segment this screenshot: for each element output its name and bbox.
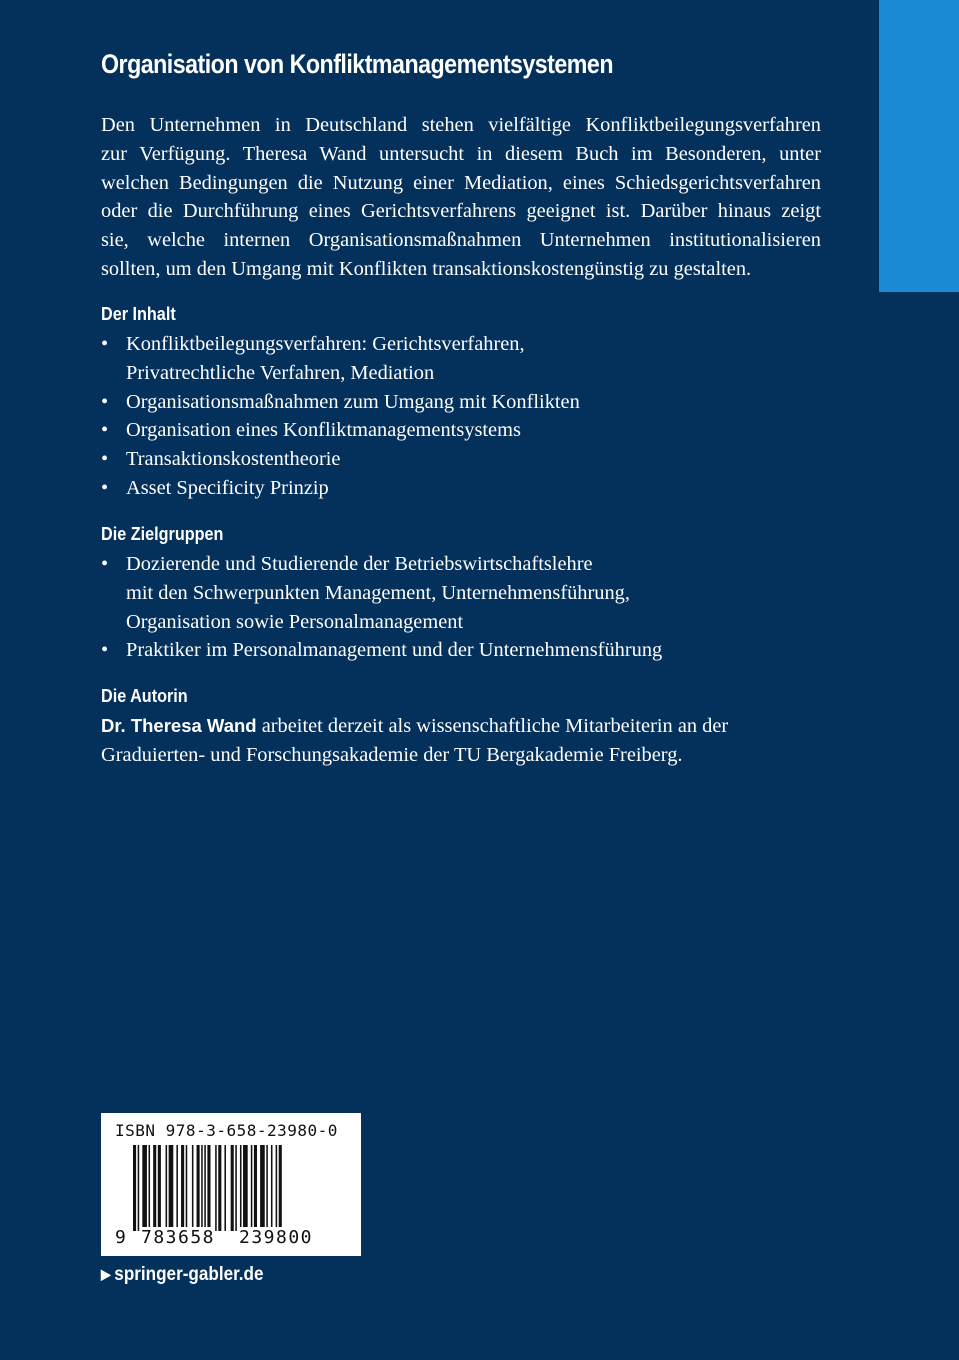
contents-item-line: Privatrechtliche Verfahren, Mediation (126, 361, 435, 384)
barcode-bar (254, 1145, 257, 1231)
barcode-bar (149, 1145, 151, 1231)
barcode-bar (153, 1145, 156, 1231)
barcode-bar (240, 1145, 242, 1231)
author-bio-line-1 (101, 712, 821, 741)
barcode-bar (260, 1145, 265, 1231)
audience-item (101, 550, 821, 636)
bullet-icon: • (101, 390, 109, 413)
intro-line: Den Unternehmen in Deutschland stehen vielfältige Konfliktbeilegungsverfahren (101, 114, 821, 136)
barcode-left-digits: 783658 (141, 1227, 216, 1248)
triangle-right-icon: ▶ (101, 1266, 111, 1282)
barcode-bar (271, 1145, 273, 1231)
author-heading: Die Autorin (101, 686, 188, 706)
barcode-bar (235, 1145, 237, 1231)
barcode-bar (266, 1145, 268, 1231)
bullet-icon: • (101, 639, 109, 662)
contents-item-line: Organisation eines Konfliktmanagementsystems (126, 419, 521, 442)
isbn-label: ISBN 978-3-658-23980-0 (115, 1121, 338, 1140)
bullet-icon: • (101, 448, 109, 471)
contents-heading: Der Inhalt (101, 304, 176, 324)
barcode-bar (231, 1145, 234, 1231)
barcode-bar (169, 1145, 174, 1231)
barcode-bar (279, 1145, 282, 1231)
audience-list (101, 550, 821, 665)
barcode-bar (186, 1145, 188, 1231)
contents-item (101, 416, 821, 445)
barcode-bar (276, 1145, 278, 1231)
intro-line: sie, welche internen Organisationsmaßnahmen Unternehmen institutionalisieren (101, 229, 821, 252)
contents-item-line: Konfliktbeilegungsverfahren: Gerichtsverfahren, (126, 333, 525, 355)
barcode-bar (158, 1145, 161, 1231)
author-bio (101, 712, 821, 770)
barcode-bar (192, 1145, 194, 1231)
publisher-link[interactable] (101, 1262, 264, 1287)
bullet-icon: • (101, 476, 109, 499)
publisher-url: springer-gabler.de (114, 1264, 264, 1285)
barcode-right-digits: 239800 (239, 1227, 314, 1248)
barcode-bar (138, 1145, 140, 1231)
audience-item-line: Organisation sowie Personalmanagement (126, 610, 464, 633)
contents-item (101, 388, 821, 417)
intro-line: zur Verfügung. Theresa Wand untersucht in diesem Buch im Besonderen, unter (101, 142, 821, 165)
intro-line: welchen Bedingungen die Nutzung einer Mediation, eines Schiedsgerichtsverfahren (101, 171, 821, 194)
audience-item (101, 636, 821, 665)
barcode-bar (204, 1145, 206, 1231)
accent-bar (879, 0, 959, 292)
audience-item-line: Dozierende und Studierende der Betriebswirtschaftslehre (126, 553, 593, 575)
contents-list (101, 330, 821, 503)
audience-item-line: Praktiker im Personalmanagement und der Unternehmensführung (126, 639, 663, 662)
author-name: Dr. Theresa Wand (101, 715, 257, 736)
audience-item-line: mit den Schwerpunkten Management, Unternehmensführung, (126, 581, 630, 604)
barcode-bar (181, 1145, 184, 1231)
barcode-bar (243, 1145, 248, 1231)
barcode-bar (133, 1145, 136, 1231)
barcode-bar (142, 1145, 147, 1231)
barcode-first-digit: 9 (115, 1227, 128, 1248)
author-bio-text-1: arbeitet derzeit als wissenschaftliche Mitarbeiterin an der (256, 715, 729, 737)
isbn-barcode (101, 1113, 361, 1256)
barcode-bar (197, 1145, 200, 1231)
bullet-icon: • (101, 419, 109, 442)
barcode-bar (218, 1145, 221, 1231)
barcode-bars (101, 1113, 361, 1256)
barcode-bar (176, 1145, 178, 1231)
contents-item (101, 474, 821, 503)
barcode-bar (166, 1145, 168, 1231)
contents-item (101, 330, 821, 388)
barcode-bar (215, 1145, 217, 1231)
bullet-icon: • (101, 553, 109, 575)
intro-line: sollten, um den Umgang mit Konflikten transaktionskostengünstig zu gestalten. (101, 257, 752, 280)
barcode-bar (201, 1145, 203, 1231)
audience-heading: Die Zielgruppen (101, 524, 224, 544)
book-title: Organisation von Konfliktmanagementsystemen (101, 49, 613, 79)
contents-item-line: Organisationsmaßnahmen zum Umgang mit Konflikten (126, 390, 580, 413)
contents-item-line: Asset Specificity Prinzip (126, 476, 329, 499)
contents-item-line: Transaktionskostentheorie (126, 448, 341, 471)
intro-paragraph (101, 111, 821, 284)
contents-item (101, 445, 821, 474)
barcode-bar (207, 1145, 210, 1231)
author-bio-line-2: Graduierten- und Forschungsakademie der TU Bergakademie Freiberg. (101, 743, 683, 766)
barcode-bar (251, 1145, 253, 1231)
barcode-bar (224, 1145, 226, 1231)
bullet-icon: • (101, 333, 109, 355)
intro-line: oder die Durchführung eines Gerichtsverfahrens geeignet ist. Darüber hinaus zeigt (101, 200, 821, 223)
